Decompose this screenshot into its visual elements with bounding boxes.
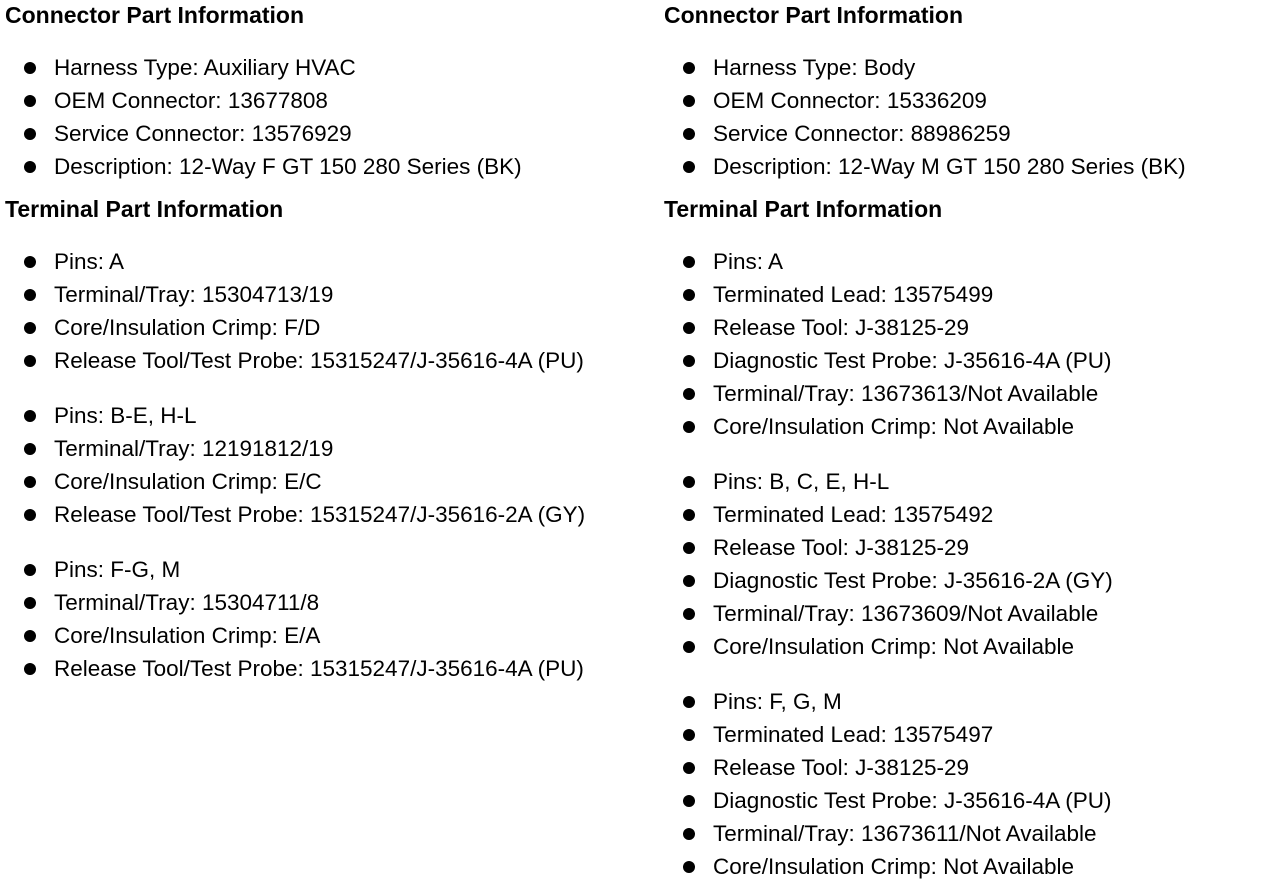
list-item: Description: 12-Way M GT 150 280 Series (BK) (664, 150, 1264, 183)
list-item: Release Tool/Test Probe: 15315247/J-35616-4A (PU) (5, 344, 625, 377)
terminal-group (5, 553, 625, 685)
list-item: Core/Insulation Crimp: E/A (5, 619, 625, 652)
list-item: Diagnostic Test Probe: J-35616-2A (GY) (664, 564, 1264, 597)
list-item: Release Tool: J-38125-29 (664, 311, 1264, 344)
list-item: Release Tool: J-38125-29 (664, 531, 1264, 564)
list-item: Terminal/Tray: 13673609/Not Available (664, 597, 1264, 630)
list-item: Pins: A (5, 245, 625, 278)
connector-part-list (664, 51, 1264, 183)
list-item: Terminated Lead: 13575492 (664, 498, 1264, 531)
list-item: Release Tool/Test Probe: 15315247/J-35616-4A (PU) (5, 652, 625, 685)
terminal-group (5, 245, 625, 377)
list-item: Core/Insulation Crimp: Not Available (664, 630, 1264, 663)
list-item: Harness Type: Auxiliary HVAC (5, 51, 625, 84)
list-item: OEM Connector: 15336209 (664, 84, 1264, 117)
list-item: Terminal/Tray: 13673613/Not Available (664, 377, 1264, 410)
list-item: Terminal/Tray: 12191812/19 (5, 432, 625, 465)
terminal-part-heading: Terminal Part Information (664, 196, 943, 222)
list-item: Terminal/Tray: 13673611/Not Available (664, 817, 1264, 850)
list-item: Pins: A (664, 245, 1264, 278)
list-item: OEM Connector: 13677808 (5, 84, 625, 117)
list-item: Terminated Lead: 13575499 (664, 278, 1264, 311)
list-item: Service Connector: 13576929 (5, 117, 625, 150)
list-item: Release Tool/Test Probe: 15315247/J-35616-2A (GY) (5, 498, 625, 531)
list-item: Description: 12-Way F GT 150 280 Series (BK) (5, 150, 625, 183)
right-column (664, 0, 1264, 883)
list-item: Diagnostic Test Probe: J-35616-4A (PU) (664, 784, 1264, 817)
connector-part-heading: Connector Part Information (5, 2, 305, 28)
terminal-part-heading: Terminal Part Information (5, 196, 284, 222)
list-item: Pins: B, C, E, H-L (664, 465, 1264, 498)
list-item: Core/Insulation Crimp: Not Available (664, 850, 1264, 883)
list-item: Diagnostic Test Probe: J-35616-4A (PU) (664, 344, 1264, 377)
list-item: Terminal/Tray: 15304713/19 (5, 278, 625, 311)
terminal-group (664, 685, 1264, 883)
terminal-group (5, 399, 625, 531)
terminal-group (664, 465, 1264, 663)
connector-part-heading: Connector Part Information (664, 2, 964, 28)
terminal-group (664, 245, 1264, 443)
list-item: Pins: F-G, M (5, 553, 625, 586)
list-item: Core/Insulation Crimp: E/C (5, 465, 625, 498)
list-item: Pins: B-E, H-L (5, 399, 625, 432)
list-item: Release Tool: J-38125-29 (664, 751, 1264, 784)
list-item: Terminated Lead: 13575497 (664, 718, 1264, 751)
list-item: Core/Insulation Crimp: F/D (5, 311, 625, 344)
list-item: Service Connector: 88986259 (664, 117, 1264, 150)
list-item: Core/Insulation Crimp: Not Available (664, 410, 1264, 443)
list-item: Pins: F, G, M (664, 685, 1264, 718)
connector-part-list (5, 51, 625, 183)
list-item: Harness Type: Body (664, 51, 1264, 84)
left-column (5, 0, 625, 685)
list-item: Terminal/Tray: 15304711/8 (5, 586, 625, 619)
